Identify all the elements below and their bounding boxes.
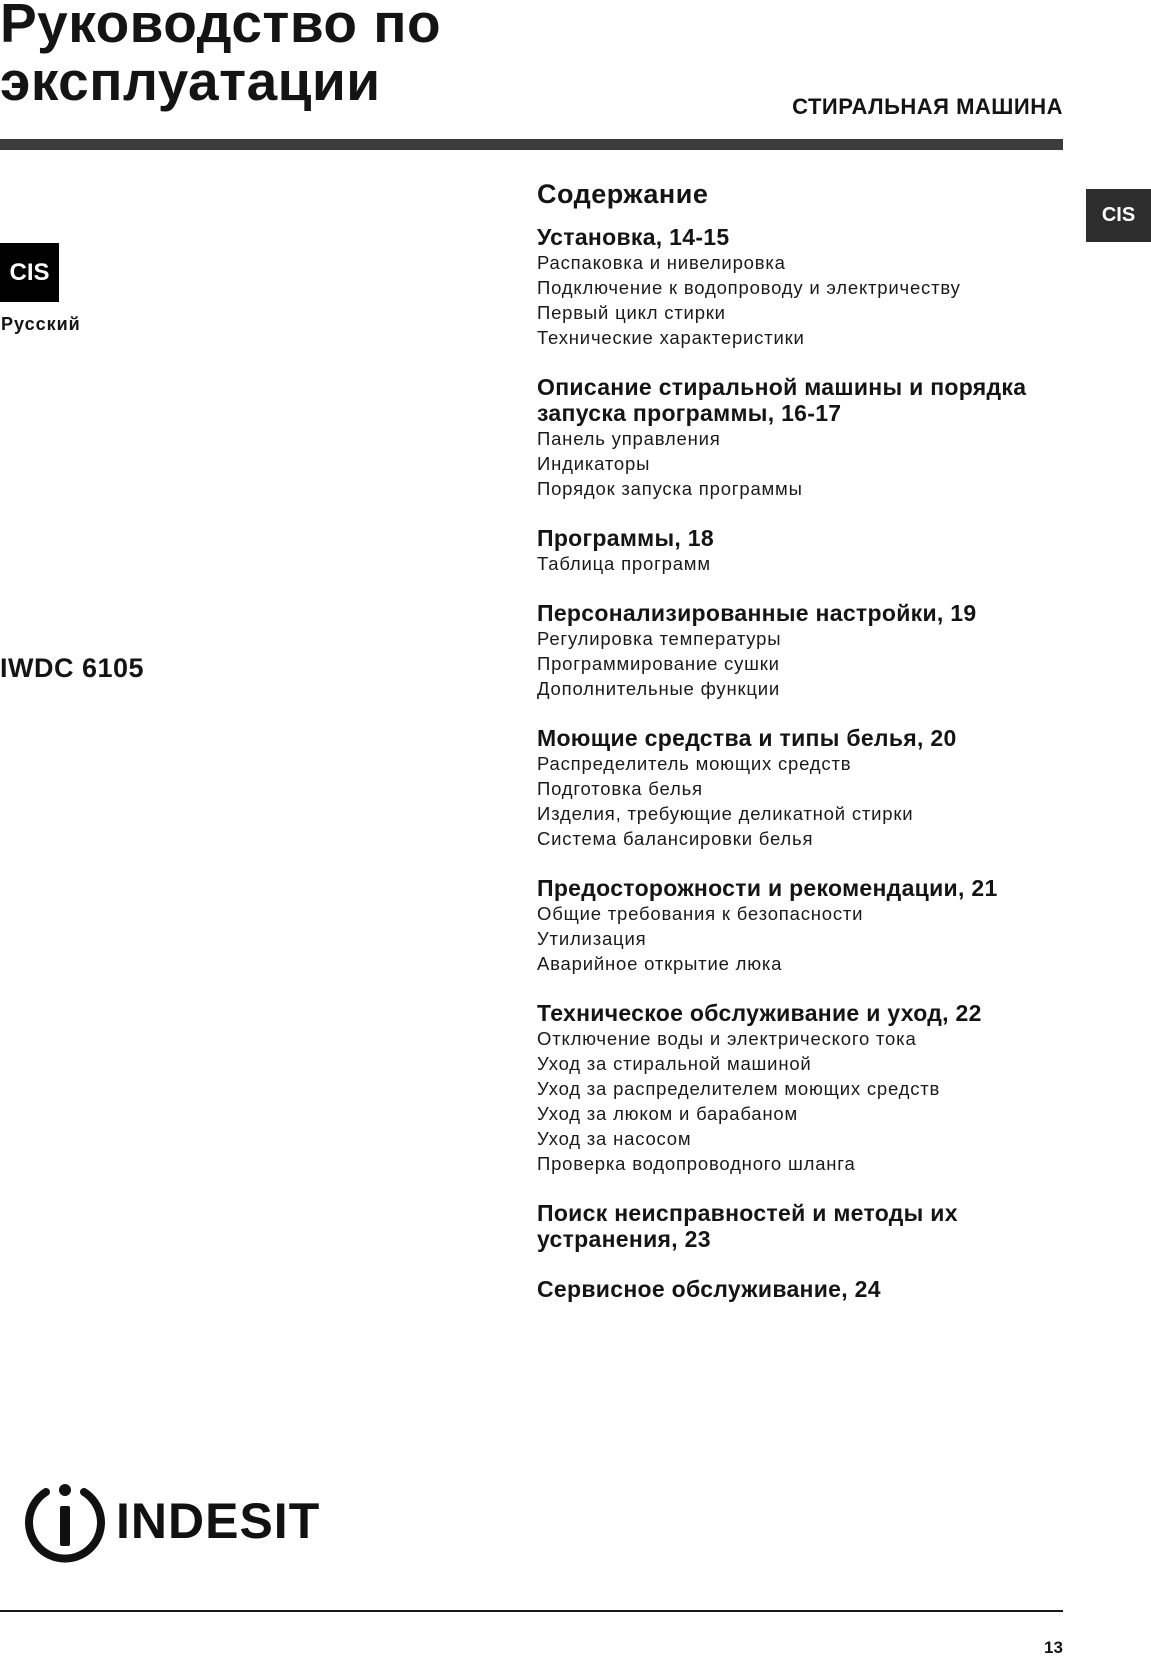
region-tab-left: CIS <box>0 243 59 302</box>
toc-section-title: Моющие средства и типы белья, 20 <box>537 725 957 751</box>
toc-section <box>537 1000 1057 1176</box>
toc-sections <box>537 224 1057 1302</box>
toc-item: Панель управления <box>537 428 721 449</box>
header-divider <box>0 139 1063 150</box>
toc-item: Проверка водопроводного шланга <box>537 1153 856 1174</box>
toc-item: Первый цикл стирки <box>537 302 726 323</box>
brand-wordmark: INDESIT <box>116 1493 321 1549</box>
toc-item: Уход за распределителем моющих средств <box>537 1078 941 1099</box>
toc-item: Уход за люком и барабаном <box>537 1103 799 1124</box>
toc-section-title: Техническое обслуживание и уход, 22 <box>537 1000 982 1026</box>
toc-item: Утилизация <box>537 928 647 949</box>
toc-item: Распаковка и нивелировка <box>537 252 786 273</box>
toc-section-title: Предосторожности и рекомендации, 21 <box>537 875 998 901</box>
toc-item: Таблица программ <box>537 553 711 574</box>
toc-section-title: Установка, 14-15 <box>537 224 730 250</box>
toc-section <box>537 725 1057 851</box>
indesit-logo-icon <box>24 1484 106 1564</box>
toc-section-title: Персонализированные настройки, 19 <box>537 600 977 626</box>
toc-item: Распределитель моющих средств <box>537 753 852 774</box>
toc-section-title: Поиск неисправностей и методы их устранения, 23 <box>537 1200 958 1252</box>
toc-item: Регулировка температуры <box>537 628 782 649</box>
region-tab-right: CIS <box>1086 189 1151 242</box>
toc-item-list <box>537 1026 1057 1176</box>
model-number: IWDC 6105 <box>0 653 145 683</box>
page-number: 13 <box>1044 1638 1063 1657</box>
toc-item: Подключение к водопроводу и электричеству <box>537 277 961 298</box>
toc-item-list <box>537 751 1057 851</box>
toc-heading: Содержание <box>537 179 709 209</box>
toc-item-list <box>537 551 1057 576</box>
toc-item-list <box>537 426 1057 501</box>
toc-item: Программирование сушки <box>537 653 780 674</box>
toc-section <box>537 1276 1057 1302</box>
language-label: Русский <box>1 314 81 334</box>
table-of-contents <box>537 177 1057 1326</box>
toc-item: Аварийное открытие люка <box>537 953 783 974</box>
toc-section <box>537 1200 1057 1252</box>
toc-section-title: Сервисное обслуживание, 24 <box>537 1276 881 1302</box>
toc-item: Дополнительные функции <box>537 678 781 699</box>
toc-item: Изделия, требующие деликатной стирки <box>537 803 914 824</box>
toc-section <box>537 374 1057 501</box>
page-title: Руководство по эксплуатации <box>0 0 442 112</box>
brand-logo <box>24 1484 324 1564</box>
toc-item-list <box>537 626 1057 701</box>
toc-section <box>537 525 1057 576</box>
toc-section <box>537 224 1057 350</box>
toc-item: Индикаторы <box>537 453 651 474</box>
document-type-label: СТИРАЛЬНАЯ МАШИНА <box>792 94 1063 119</box>
toc-item: Уход за насосом <box>537 1128 692 1149</box>
toc-item: Уход за стиральной машиной <box>537 1053 812 1074</box>
toc-section <box>537 600 1057 701</box>
toc-item-list <box>537 901 1057 976</box>
toc-item: Система балансировки белья <box>537 828 814 849</box>
toc-item: Порядок запуска программы <box>537 478 803 499</box>
footer-divider <box>0 1610 1063 1612</box>
toc-section <box>537 875 1057 976</box>
toc-item-list <box>537 250 1057 350</box>
toc-item: Подготовка белья <box>537 778 703 799</box>
toc-section-title: Описание стиральной машины и порядка запуска программы, 16-17 <box>537 374 1027 426</box>
toc-section-title: Программы, 18 <box>537 525 714 551</box>
toc-item: Технические характеристики <box>537 327 805 348</box>
toc-item: Отключение воды и электрического тока <box>537 1028 917 1049</box>
toc-item: Общие требования к безопасности <box>537 903 864 924</box>
